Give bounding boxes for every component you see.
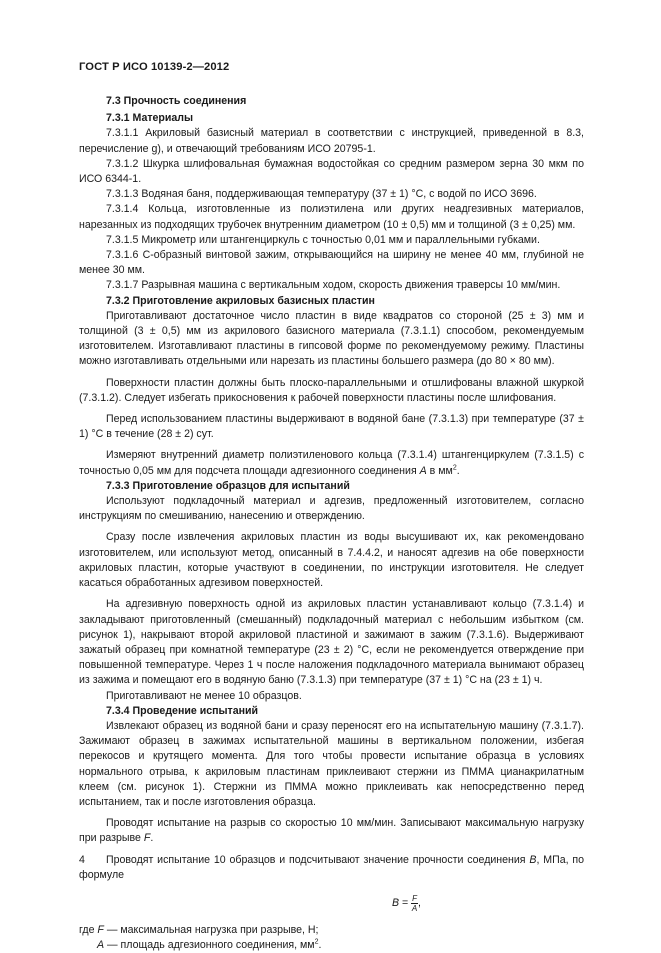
paragraph-7-3-1-4: 7.3.1.4 Кольца, изготовленные из полиэтилена или других неадгезивных материалов, нарезанных из подходящих трубочек внутренним диаметром (10 ± 0,5) мм и толщиной (3 ± 0,25) мм. xyxy=(79,203,584,231)
definition-where: где xyxy=(79,923,95,936)
period: . xyxy=(456,464,460,477)
definition-f-text: — максимальная нагрузка при разрыве, Н; xyxy=(103,923,319,936)
definition-f-var: F xyxy=(97,923,104,936)
paragraph-7-3-2-a: Приготавливают достаточное число пластин в виде квадратов со стороной (25 ± 3) мм и толщиной (3 ± 0,5) мм из акрилового базисного материала (7.3.1.1) способом, рекомендуемым изготовителем. Изготавливают пластины в гипсовой форме по рекомендуемому режиму. Пластины можно изготавливать отдельными или нарезать из пластины большего размера (до 80 × 80 мм). xyxy=(79,309,584,368)
formula-lhs: B xyxy=(392,896,400,909)
subsection-title-7-3-3: 7.3.3 Приготовление образцов для испытаний xyxy=(106,479,350,492)
formula-denominator: A xyxy=(411,903,418,913)
subsection-title-7-3-4: 7.3.4 Проведение испытаний xyxy=(106,704,259,717)
paragraph-7-3-4-b xyxy=(79,816,584,846)
paragraph-7-3-1-3: 7.3.1.3 Водяная баня, поддерживающая температуру (37 ± 1) °C, с водой по ИСО 3696. xyxy=(106,188,537,201)
subsection-title-7-3-1: 7.3.1 Материалы xyxy=(106,112,194,125)
document-header: ГОСТ Р ИСО 10139-2—2012 xyxy=(79,61,230,73)
paragraph-7-3-3-c: На адгезивную поверхность одной из акриловых пластин устанавливают кольцо (7.3.1.4) и закладывают приготовленный (смешанный) подкладочный материал с небольшим избытком (см. рисунок 1), накрывают второй акриловой пластиной и зажимают в зажим (7.3.1.6). Выдерживают зажатый образец при комнатной температуре (23 ± 2) °C, если не рекомендуется отверждение при повышенной температуре. Через 1 ч после наложения подкладочного материала вынимают образец из зажима и помещают его в водяную баню (7.3.1.3) при температуре (37 ± 1) °C на (23 ± 1) ч. xyxy=(79,598,584,687)
definitions-list xyxy=(79,923,584,953)
definition-a-end: . xyxy=(318,939,322,952)
paragraph-7-3-1-2: 7.3.1.2 Шкурка шлифовальная бумажная водостойкая со средним размером зерна 30 мкм по ИСО 6344-1. xyxy=(79,157,584,186)
p-7-3-2-d-text: Измеряют внутренний диаметр полиэтиленового кольца (7.3.1.4) штангенциркулем (7.3.1.5) с точностью 0,05 мм для подсчета площади адгезионного соединения xyxy=(79,449,584,477)
formula-equals: = xyxy=(399,896,412,909)
p-7-3-4-b-text: Проводят испытание на разрыв со скоростью 10 мм/мин. Записывают максимальную нагрузку при разрыве xyxy=(79,817,584,845)
page-number: 4 xyxy=(79,854,85,866)
formula-numerator: F xyxy=(412,893,418,903)
period: . xyxy=(150,832,154,845)
definition-a-text: — площадь адгезионного соединения, мм xyxy=(104,939,315,952)
variable-a: A xyxy=(419,464,427,477)
superscript-2: 2 xyxy=(452,464,457,472)
page-content xyxy=(79,94,584,953)
paragraph-7-3-2-d xyxy=(79,448,584,478)
section-title-7-3: 7.3 Прочность соединения xyxy=(106,95,247,107)
unit-mm: в мм xyxy=(429,464,453,477)
paragraph-7-3-3-a: Используют подкладочный материал и адгезив, предложенный изготовителем, согласно инструкциям по смешиванию, нанесению и отверждению. xyxy=(79,495,584,523)
definition-a-sup: 2 xyxy=(314,938,319,946)
paragraph-7-3-3-b: Сразу после извлечения акриловых пластин из воды высушивают их, как рекомендовано изготовителем, или используют метод, описанный в 7.4.4.2, и наносят адгезив на обе поверхности акриловых пластин, которые участвуют в соединении, по инструкции изготовителя. Не следует касаться обработанных адгезивом поверхностей. xyxy=(79,531,584,590)
paragraph-7-3-4-a: Извлекают образец из водяной бани и сразу переносят его на испытательную машину (7.3.1.7). Зажимают образец в зажимах испытательной машины в вертикальном положении, избегая перекосов и крутящего момента. Для того чтобы провести испытание образца в условиях нормального отрыва, к акриловым пластинам приклеивают стержни из ПММА цианакрилатным клеем (см. рисунок 1). Стержни из ПММА можно приклеивать как непосредственно перед испытанием, так и после изготовления образца. xyxy=(79,719,584,808)
paragraph-7-3-1-5: 7.3.1.5 Микрометр или штангенциркуль с точностью 0,01 мм и параллельными губками. xyxy=(106,233,540,246)
paragraph-7-3-2-c: Перед использованием пластины выдерживают в водяной бане (7.3.1.3) при температуре (37 ± 1) °C в течение (28 ± 2) сут. xyxy=(79,413,584,441)
definition-a-var: A xyxy=(97,939,105,952)
definition-a xyxy=(79,938,584,953)
subsection-title-7-3-2: 7.3.2 Приготовление акриловых базисных пластин xyxy=(106,294,375,307)
variable-f: F xyxy=(143,832,151,845)
p-7-3-4-c-tail: , МПа, по формуле xyxy=(79,853,584,881)
paragraph-7-3-3-d: Приготавливают не менее 10 образцов. xyxy=(106,689,302,702)
paragraph-7-3-1-1: 7.3.1.1 Акриловый базисный материал в соответствии с инструкцией, приведенной в 8.3, перечисление g), и отвечающий требованиям ИСО 20795-1. xyxy=(79,127,584,155)
paragraph-7-3-1-7: 7.3.1.7 Разрывная машина с вертикальным ходом, скорость движения траверсы 10 мм/мин. xyxy=(106,279,561,292)
formula-fraction xyxy=(411,894,418,913)
paragraph-7-3-4-c xyxy=(79,853,584,883)
paragraph-7-3-1-6: 7.3.1.6 С-образный винтовой зажим, открывающийся на ширину не менее 40 мм, глубиной не менее 30 мм. xyxy=(79,249,584,277)
variable-b: B xyxy=(529,853,537,866)
p-7-3-4-c-text: Проводят испытание 10 образцов и подсчитывают значение прочности соединения xyxy=(106,853,526,866)
formula-bond-strength xyxy=(79,883,584,923)
paragraph-7-3-2-b: Поверхности пластин должны быть плоско-параллельными и отшлифованы влажной шкуркой (7.3.1.2). Следует избегать прикосновения к рабочей поверхности пластины после шлифования. xyxy=(79,376,584,404)
formula-comma: , xyxy=(418,896,421,909)
